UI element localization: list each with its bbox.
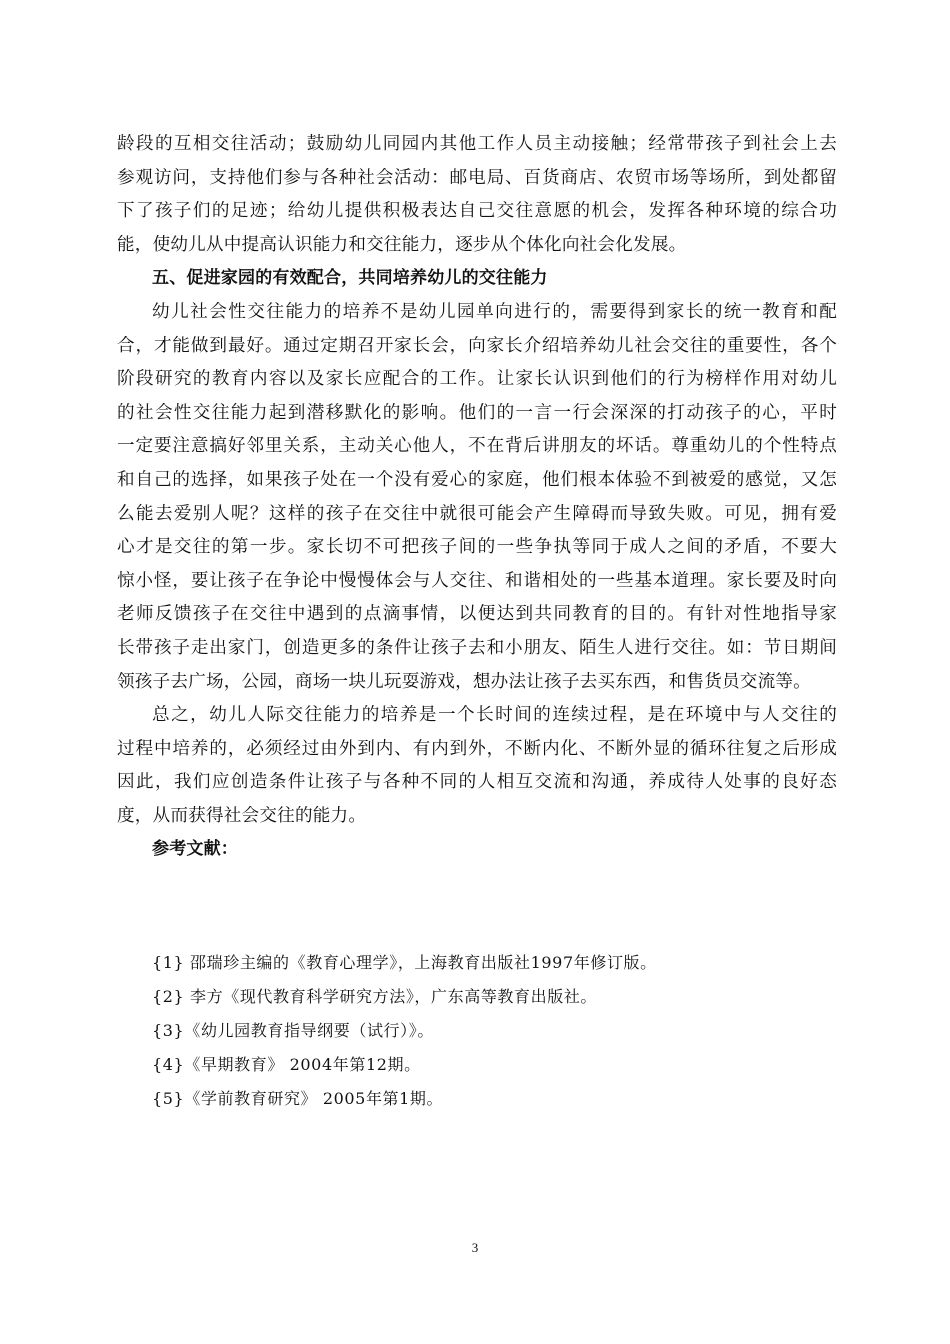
text-line: 心才是交往的第一步。家长切不可把孩子间的一些争执等同于成人之间的矛盾，不要大	[117, 537, 837, 558]
references-list	[117, 946, 837, 1116]
text-line: 阶段研究的教育内容以及家长应配合的工作。让家长认识到他们的行为榜样作用对幼儿	[117, 369, 837, 390]
text-line: 合，才能做到最好。通过定期召开家长会，向家长介绍培养幼儿社会交往的重要性，各个	[117, 335, 837, 356]
text-line: 幼儿社会性交往能力的培养不是幼儿园单向进行的，需要得到家长的统一教育和配	[152, 301, 837, 322]
text-line: 过程中培养的，必须经过由外到内、有内到外，不断内化、不断外显的循环往复之后形成	[117, 738, 837, 759]
text-line: 和自己的选择，如果孩子处在一个没有爱心的家庭，他们根本体验不到被爱的感觉，又怎	[117, 469, 837, 490]
reference-item: {1} 邵瑞珍主编的《教育心理学》，上海教育出版社1997年修订版。	[152, 953, 657, 972]
text-line: 老师反馈孩子在交往中遇到的点滴事情，以便达到共同教育的目的。有针对性地指导家	[117, 604, 837, 625]
text-line: 长带孩子走出家门，创造更多的条件让孩子去和小朋友、陌生人进行交往。如：节日期间	[117, 637, 837, 658]
paragraph-intro	[117, 128, 837, 262]
body-text	[117, 128, 837, 867]
text-line: 么能去爱别人呢？这样的孩子在交往中就很可能会产生障碍而导致失败。可见，拥有爱	[117, 503, 837, 524]
paragraph-summary	[117, 699, 837, 833]
text-line: 一定要注意搞好邻里关系，主动关心他人，不在背后讲朋友的坏话。尊重幼儿的个性特点	[117, 436, 837, 457]
text-line: 领孩子去广场，公园，商场一块儿玩耍游戏，想办法让孩子去买东西，和售货员交流等。	[117, 671, 811, 692]
reference-item: {4}《早期教育》 2004年第12期。	[152, 1055, 421, 1074]
text-line: 能，使幼儿从中提高认识能力和交往能力，逐步从个体化向社会化发展。	[117, 234, 687, 255]
text-line: 因此，我们应创造条件让孩子与各种不同的人相互交流和沟通，养成待人处事的良好态	[117, 772, 837, 793]
text-line: 的社会性交往能力起到潜移默化的影响。他们的一言一行会深深的打动孩子的心，平时	[117, 402, 837, 423]
text-line: 参观访问，支持他们参与各种社会活动：邮电局、百货商店、农贸市场等场所，到处都留	[117, 167, 837, 188]
text-line: 度，从而获得社会交往的能力。	[117, 805, 367, 826]
text-line: 龄段的互相交往活动；鼓励幼儿同园内其他工作人员主动接触；经常带孩子到社会上去	[117, 134, 837, 154]
text-line: 下了孩子们的足迹；给幼儿提供积极表达自己交往意愿的机会，发挥各种环境的综合功	[117, 201, 837, 222]
text-line: 总之，幼儿人际交往能力的培养是一个长时间的连续过程，是在环境中与人交往的	[152, 705, 837, 726]
section-heading: 五、促进家园的有效配合，共同培养幼儿的交往能力	[152, 268, 548, 289]
reference-item: {5}《学前教育研究》 2005年第1期。	[152, 1089, 444, 1108]
page-number: 3	[471, 1240, 479, 1255]
references-heading: 参考文献：	[152, 839, 238, 860]
reference-item: {3}《幼儿园教育指导纲要（试行）》。	[152, 1021, 434, 1040]
reference-item: {2} 李方《现代教育科学研究方法》，广东高等教育出版社。	[152, 987, 598, 1006]
paragraph-home-cooperation	[117, 296, 837, 699]
text-line: 惊小怪，要让孩子在争论中慢慢体会与人交往、和谐相处的一些基本道理。家长要及时向	[117, 570, 837, 591]
